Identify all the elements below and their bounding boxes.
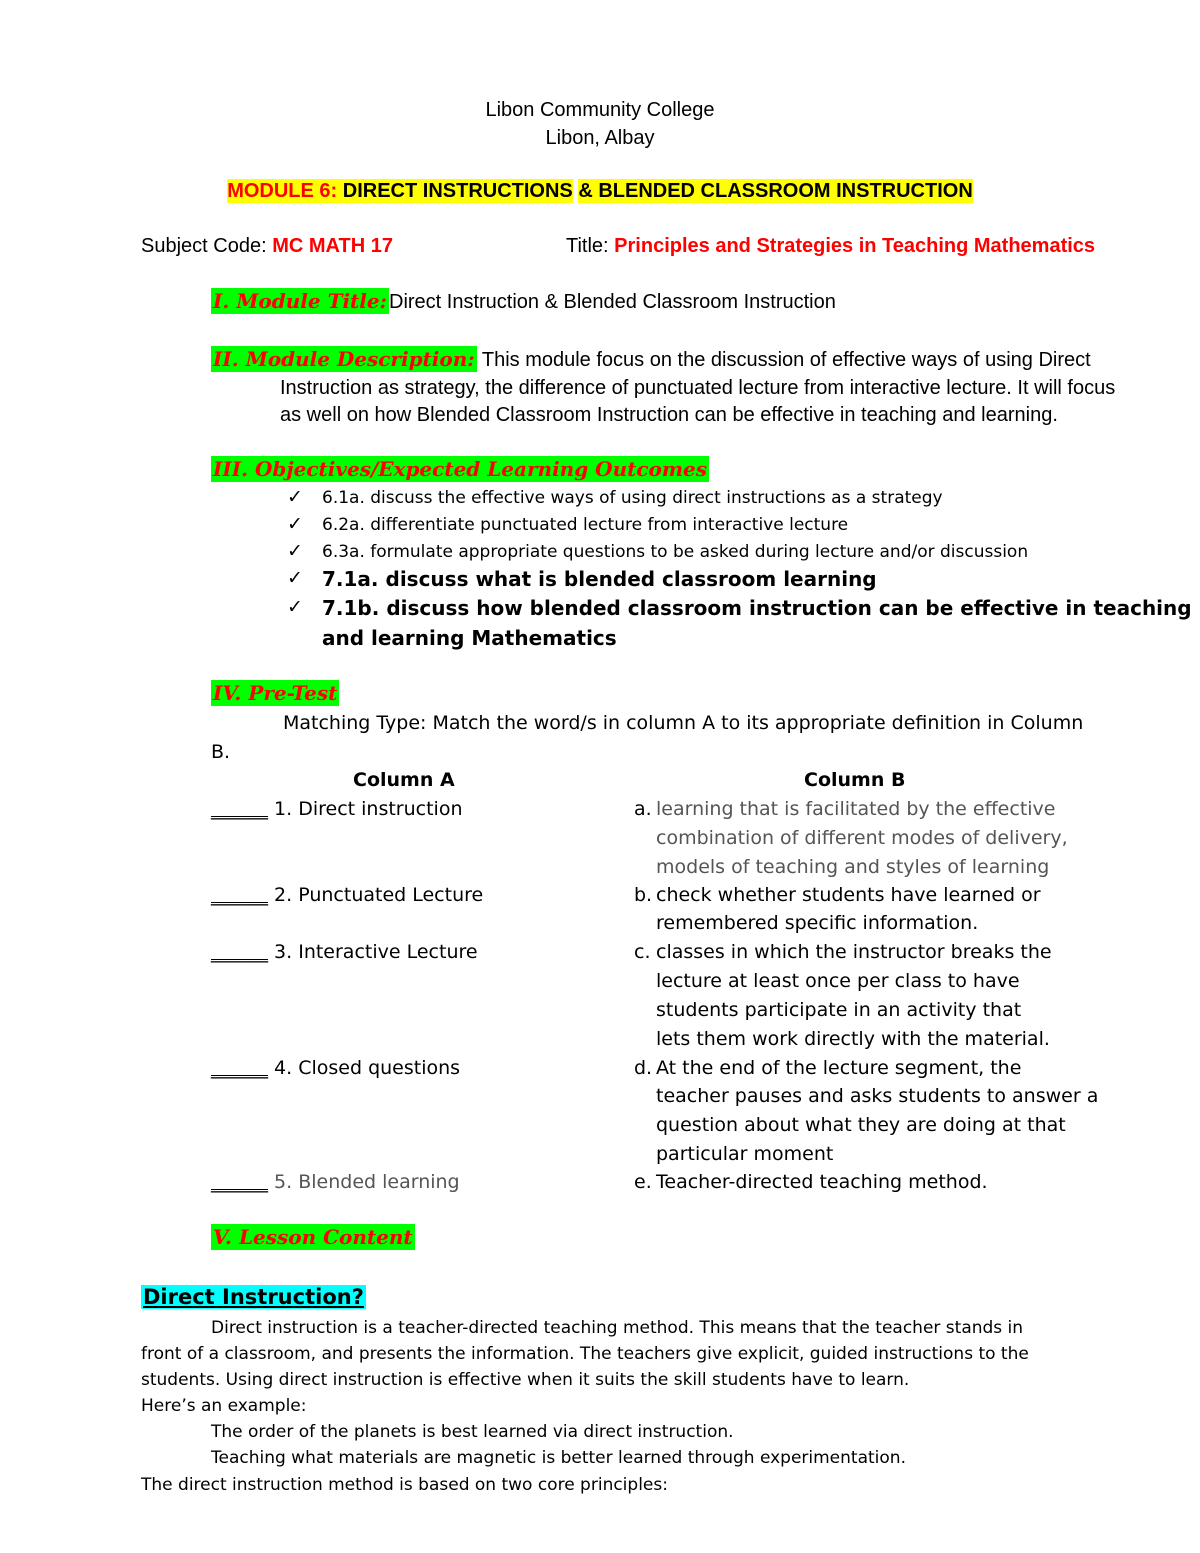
definition-line: question about what they are doing at that [656, 1114, 1066, 1136]
pretest-heading: IV. Pre-Test [213, 681, 338, 705]
matching-item-a1: ______ 1. Direct instruction [211, 798, 463, 820]
check-icon: ✓ [287, 567, 303, 589]
objective-item: 6.2a. differentiate punctuated lecture from interactive lecture [322, 515, 849, 535]
lesson-paragraph: front of a classroom, and presents the information. The teachers give explicit, guided instructions to the [141, 1344, 1029, 1364]
answer-blank[interactable]: ______ [211, 1171, 268, 1193]
answer-blank[interactable]: ______ [211, 1057, 268, 1079]
module-description-heading: II. Module Description: [213, 347, 475, 371]
module-title-text: Direct Instruction & Blended Classroom Instruction [389, 291, 836, 313]
definition-letter: d. [634, 1057, 653, 1079]
definition-letter: a. [634, 798, 652, 820]
definition-line: Teacher-directed teaching method. [656, 1171, 988, 1193]
definition-line: At the end of the lecture segment, the [656, 1057, 1022, 1079]
check-icon: ✓ [287, 486, 303, 508]
lesson-paragraph: Direct instruction is a teacher-directed teaching method. This means that the teacher stands in [211, 1318, 1024, 1338]
objective-item-continuation: and learning Mathematics [322, 626, 617, 650]
subject-title-label: Title: [566, 235, 609, 257]
matching-item-a4: ______ 4. Closed questions [211, 1057, 461, 1079]
module-heading [0, 180, 1200, 203]
college-location: Libon, Albay [545, 127, 655, 149]
definition-line: remembered specific information. [656, 912, 979, 934]
answer-blank[interactable]: ______ [211, 798, 268, 820]
pretest-instructions-cont: B. [211, 741, 231, 763]
module-description-line3: as well on how Blended Classroom Instruction can be effective in teaching and learning. [280, 404, 1058, 426]
definition-line: lecture at least once per class to have [656, 970, 1020, 992]
definition-letter: e. [634, 1171, 652, 1193]
definition-line: teacher pauses and asks students to answer a [656, 1085, 1099, 1107]
definition-line: combination of different modes of delivery, [656, 827, 1068, 849]
definition-line: models of teaching and styles of learning [656, 856, 1050, 878]
definition-line: students participate in an activity that [656, 999, 1022, 1021]
matching-item-a5: ______ 5. Blended learning [211, 1171, 460, 1193]
pretest-instructions: Matching Type: Match the word/s in column A to its appropriate definition in Column [283, 712, 1084, 734]
module-description-line1: This module focus on the discussion of effective ways of using Direct [481, 349, 1091, 371]
section-module-title [211, 289, 836, 314]
definition-letter: c. [634, 941, 651, 963]
lesson-example: The order of the planets is best learned via direct instruction. [211, 1422, 734, 1442]
subject-code [141, 235, 393, 258]
section-objectives [211, 457, 709, 481]
objectives-heading: III. Objectives/Expected Learning Outcomes [213, 457, 708, 481]
lesson-example: Teaching what materials are magnetic is better learned through experimentation. [211, 1448, 906, 1468]
check-icon: ✓ [287, 513, 303, 535]
check-icon: ✓ [287, 596, 303, 618]
subject-title [566, 235, 1095, 258]
section-lesson-content [211, 1225, 415, 1249]
objective-item: 6.1a. discuss the effective ways of using direct instructions as a strategy [322, 488, 943, 508]
lesson-title: Direct Instruction? [143, 1285, 364, 1309]
subject-code-label: Subject Code: [141, 235, 267, 257]
lesson-paragraph: The direct instruction method is based on two core principles: [141, 1475, 668, 1495]
objective-item: 7.1a. discuss what is blended classroom learning [322, 567, 877, 591]
college-name: Libon Community College [485, 99, 715, 121]
module-title-a: DIRECT INSTRUCTIONS [342, 180, 573, 202]
module-title-b: & BLENDED CLASSROOM INSTRUCTION [578, 180, 973, 202]
matching-item-a3: ______ 3. Interactive Lecture [211, 941, 478, 963]
definition-line: particular moment [656, 1143, 834, 1165]
lesson-paragraph: students. Using direct instruction is effective when it suits the skill students have to learn. [141, 1370, 910, 1390]
definition-line: lets them work directly with the material. [656, 1028, 1050, 1050]
subject-code-value: MC MATH 17 [272, 235, 393, 257]
lesson-paragraph: Here’s an example: [141, 1396, 307, 1416]
objective-item: 7.1b. discuss how blended classroom instruction can be effective in teaching [322, 596, 1192, 620]
matching-item-a2: ______ 2. Punctuated Lecture [211, 884, 484, 906]
section-pretest [211, 681, 339, 705]
column-b-header: Column B [804, 769, 906, 791]
lesson-content-heading: V. Lesson Content [213, 1225, 413, 1249]
module-description-line2: Instruction as strategy, the difference of punctuated lecture from interactive lecture. It will focus [280, 377, 1116, 399]
definition-line: check whether students have learned or [656, 884, 1041, 906]
objective-item: 6.3a. formulate appropriate questions to be asked during lecture and/or discussion [322, 542, 1029, 562]
subject-title-value: Principles and Strategies in Teaching Mathematics [614, 235, 1096, 257]
section-module-description [211, 347, 1091, 372]
column-a-header: Column A [353, 769, 455, 791]
check-icon: ✓ [287, 540, 303, 562]
definition-line: classes in which the instructor breaks the [656, 941, 1052, 963]
definition-letter: b. [634, 884, 653, 906]
answer-blank[interactable]: ______ [211, 884, 268, 906]
module-label: MODULE 6: [227, 180, 338, 202]
module-title-heading: I. Module Title: [213, 289, 387, 313]
answer-blank[interactable]: ______ [211, 941, 268, 963]
definition-line: learning that is facilitated by the effective [656, 798, 1056, 820]
